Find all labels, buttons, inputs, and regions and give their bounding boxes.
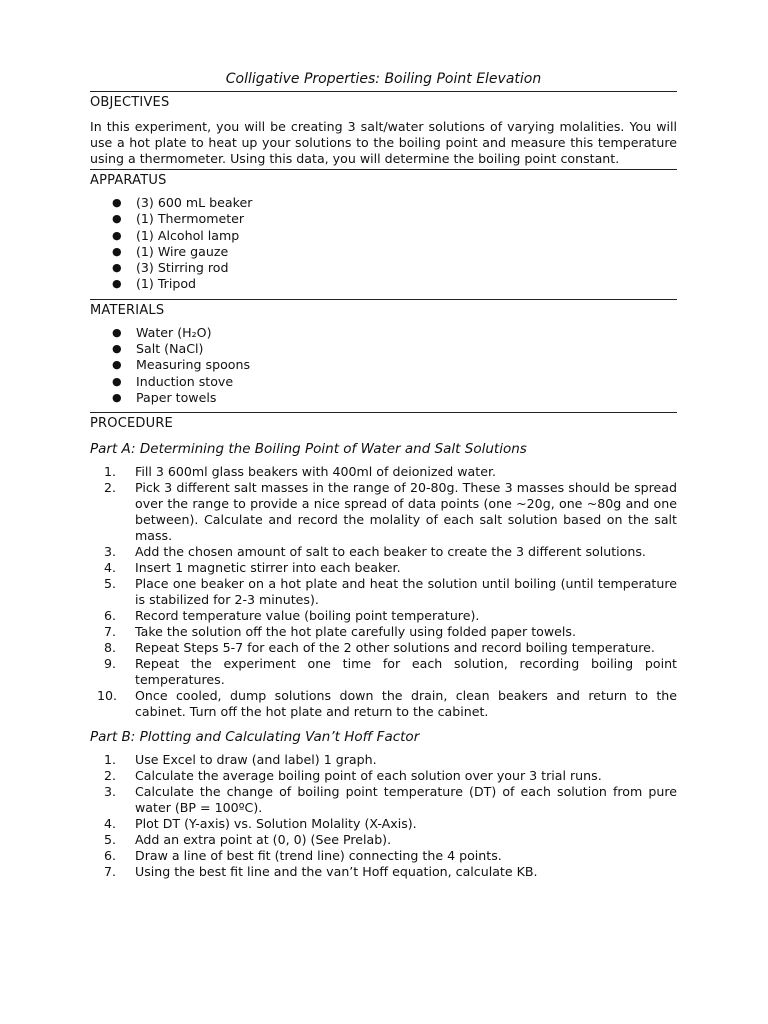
step-number: 9.	[104, 656, 117, 672]
list-item-text: Salt (NaCl)	[136, 341, 204, 357]
step-text: Insert 1 magnetic stirrer into each beaker.	[135, 560, 401, 576]
divider	[90, 91, 677, 92]
materials-list	[90, 325, 677, 406]
divider	[90, 299, 677, 300]
step-number: 4.	[104, 560, 117, 576]
step-text: Calculate the average boiling point of each solution over your 3 trial runs.	[135, 768, 602, 784]
step-item	[90, 768, 677, 784]
bullet-icon: ●	[112, 277, 122, 291]
divider	[90, 412, 677, 413]
step-number: 2.	[104, 480, 117, 496]
step-item	[90, 576, 677, 608]
step-number: 1.	[104, 752, 117, 768]
step-text: Repeat the experiment one time for each solution, recording boiling point temperatures.	[135, 656, 677, 688]
step-item	[90, 640, 677, 656]
list-item	[112, 211, 677, 227]
list-item	[112, 228, 677, 244]
step-item	[90, 848, 677, 864]
step-item	[90, 784, 677, 816]
step-item	[90, 656, 677, 688]
bullet-icon: ●	[112, 325, 122, 339]
step-number: 3.	[104, 784, 117, 800]
step-number: 7.	[104, 864, 117, 880]
list-item	[112, 341, 677, 357]
step-item	[90, 864, 677, 880]
step-text: Plot DT (Y-axis) vs. Solution Molality (X-Axis).	[135, 816, 417, 832]
list-item	[112, 276, 677, 292]
step-text: Fill 3 600ml glass beakers with 400ml of deionized water.	[135, 464, 496, 480]
step-item	[90, 608, 677, 624]
step-item	[90, 816, 677, 832]
part-b-title: Part B: Plotting and Calculating Van’t Hoff Factor	[90, 729, 420, 746]
step-number: 8.	[104, 640, 117, 656]
bullet-icon: ●	[112, 244, 122, 258]
step-item	[90, 544, 677, 560]
step-item	[90, 560, 677, 576]
list-item-text: (1) Wire gauze	[136, 243, 229, 259]
step-item	[90, 624, 677, 640]
list-item-text: Paper towels	[136, 389, 217, 405]
list-item-text: (1) Alcohol lamp	[136, 227, 240, 243]
list-item-text: (1) Thermometer	[136, 211, 245, 227]
procedure-heading: PROCEDURE	[90, 416, 173, 432]
step-number: 7.	[104, 624, 117, 640]
bullet-icon: ●	[112, 358, 122, 372]
step-text: Take the solution off the hot plate carefully using folded paper towels.	[135, 624, 576, 640]
bullet-icon: ●	[112, 261, 122, 275]
step-item	[90, 688, 677, 720]
step-number: 3.	[104, 544, 117, 560]
bullet-icon: ●	[112, 374, 122, 388]
list-item-text: (1) Tripod	[136, 276, 197, 292]
bullet-icon: ●	[112, 196, 122, 209]
step-number: 6.	[104, 608, 117, 624]
step-number: 5.	[104, 832, 117, 848]
list-item-text: Water (H₂O)	[136, 324, 212, 340]
step-text: Add an extra point at (0, 0) (See Prelab).	[135, 832, 392, 848]
step-text: Record temperature value (boiling point temperature).	[135, 608, 480, 624]
step-text: Draw a line of best fit (trend line) connecting the 4 points.	[135, 848, 502, 864]
step-item	[90, 752, 677, 768]
step-number: 1.	[104, 464, 117, 480]
document-title: Colligative Properties: Boiling Point Elevation	[225, 71, 542, 87]
list-item	[112, 260, 677, 276]
list-item	[112, 195, 677, 211]
step-text: Place one beaker on a hot plate and heat the solution until boiling (until temperature is stabilized for 2-3 minutes).	[135, 576, 677, 608]
step-number: 2.	[104, 768, 117, 784]
list-item	[112, 374, 677, 390]
step-text: Use Excel to draw (and label) 1 graph.	[135, 752, 377, 768]
bullet-icon: ●	[112, 212, 122, 226]
step-item	[90, 464, 677, 480]
list-item-text: Induction stove	[136, 373, 234, 389]
apparatus-list	[90, 195, 677, 293]
objectives-heading: OBJECTIVES	[90, 95, 170, 110]
part-a-title: Part A: Determining the Boiling Point of Water and Salt Solutions	[90, 441, 527, 458]
step-number: 6.	[104, 848, 117, 864]
bullet-icon: ●	[112, 390, 122, 404]
step-number: 10.	[97, 688, 118, 704]
list-item	[112, 325, 677, 341]
step-item	[90, 832, 677, 848]
apparatus-heading: APPARATUS	[90, 173, 167, 188]
step-item	[90, 480, 677, 544]
step-text: Using the best fit line and the van’t Hoff equation, calculate KB.	[135, 864, 538, 880]
divider	[90, 169, 677, 170]
list-item	[112, 357, 677, 373]
step-text: Add the chosen amount of salt to each beaker to create the 3 different solutions.	[135, 544, 646, 560]
materials-heading: MATERIALS	[90, 302, 165, 318]
bullet-icon: ●	[112, 228, 122, 242]
step-text: Once cooled, dump solutions down the drain, clean beakers and return to the cabinet. Turn off the hot plate and return to the cabinet.	[135, 688, 677, 720]
document-page	[90, 70, 677, 886]
step-number: 5.	[104, 576, 117, 592]
part-a-steps	[90, 464, 677, 720]
list-item-text: (3) Stirring rod	[136, 260, 229, 276]
list-item-text: (3) 600 mL beaker	[136, 195, 253, 210]
list-item	[112, 390, 677, 406]
step-number: 4.	[104, 816, 117, 832]
part-b-steps	[90, 752, 677, 880]
list-item-text: Measuring spoons	[136, 357, 251, 373]
list-item	[112, 244, 677, 260]
objectives-text: In this experiment, you will be creating 3 salt/water solutions of varying molalities. You will use a hot plate to heat up your solutions to the boiling point and measure this temperature using a thermometer. Using this data, you will determine the boiling point constant.	[90, 119, 677, 166]
step-text: Repeat Steps 5-7 for each of the 2 other solutions and record boiling temperature.	[135, 640, 655, 656]
step-text: Pick 3 different salt masses in the range of 20-80g. These 3 masses should be spread over the range to provide a nice spread of data points (one ~20g, one ~80g and one between). Calculate and record the molality of each salt solution based on the salt mass.	[135, 480, 677, 544]
bullet-icon: ●	[112, 342, 122, 356]
step-text: Calculate the change of boiling point temperature (DT) of each solution from pure water (BP = 100ºC).	[135, 784, 677, 816]
